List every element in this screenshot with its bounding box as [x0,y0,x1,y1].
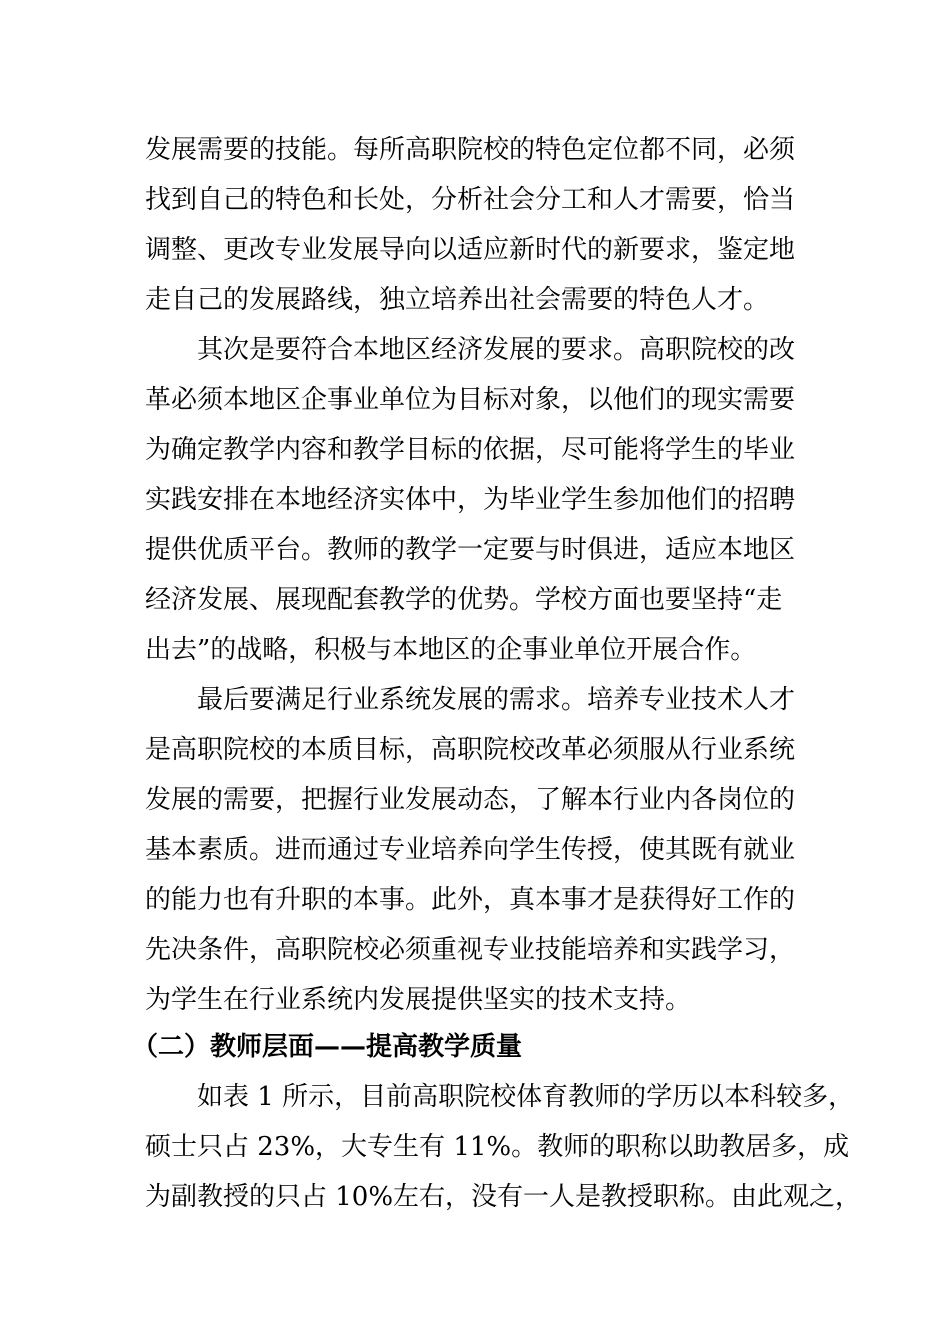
section-heading: （二）教师层面——提高教学质量 [132,1032,523,1062]
paragraph-first-line: 最后要满足行业系统发展的需求。培养专业技术人才 [197,685,796,715]
paragraph-line: 是高职院校的本质目标，高职院校改革必须服从行业系统 [145,735,796,765]
paragraph-line: 硕士只占 23%，大专生有 11%。教师的职称以助教居多，成 [145,1132,850,1162]
paragraph-line: 提供优质平台。教师的教学一定要与时俱进，适应本地区 [145,535,796,565]
paragraph-first-line: 如表 1 所示，目前高职院校体育教师的学历以本科较多， [197,1082,855,1112]
paragraph-first-line: 其次是要符合本地区经济发展的要求。高职院校的改 [197,335,796,365]
paragraph-line: 发展需要的技能。每所高职院校的特色定位都不同，必须 [145,135,796,165]
paragraph-line: 的能力也有升职的本事。此外，真本事才是获得好工作的 [145,885,796,915]
paragraph-line: 为学生在行业系统内发展提供坚实的技术支持。 [145,985,692,1015]
paragraph-line: 为确定教学内容和教学目标的依据，尽可能将学生的毕业 [145,435,796,465]
paragraph-line: 经济发展、展现配套教学的优势。学校方面也要坚持“走 [145,585,783,615]
paragraph-line: 出去”的战略，积极与本地区的企事业单位开展合作。 [145,635,757,665]
paragraph-line: 基本素质。进而通过专业培养向学生传授，使其既有就业 [145,835,796,865]
paragraph-line: 为副教授的只占 10%左右，没有一人是教授职称。由此观之， [145,1182,862,1212]
paragraph-line: 调整、更改专业发展导向以适应新时代的新要求，鉴定地 [145,235,796,265]
paragraph-line: 先决条件，高职院校必须重视专业技能培养和实践学习， [145,935,796,965]
paragraph-line: 走自己的发展路线，独立培养出社会需要的特色人才。 [145,285,770,315]
paragraph-line: 实践安排在本地经济实体中，为毕业学生参加他们的招聘 [145,485,796,515]
paragraph-line: 革必须本地区企事业单位为目标对象，以他们的现实需要 [145,385,796,415]
paragraph-line: 找到自己的特色和长处，分析社会分工和人才需要，恰当 [145,185,796,215]
paragraph-line: 发展的需要，把握行业发展动态，了解本行业内各岗位的 [145,785,796,815]
